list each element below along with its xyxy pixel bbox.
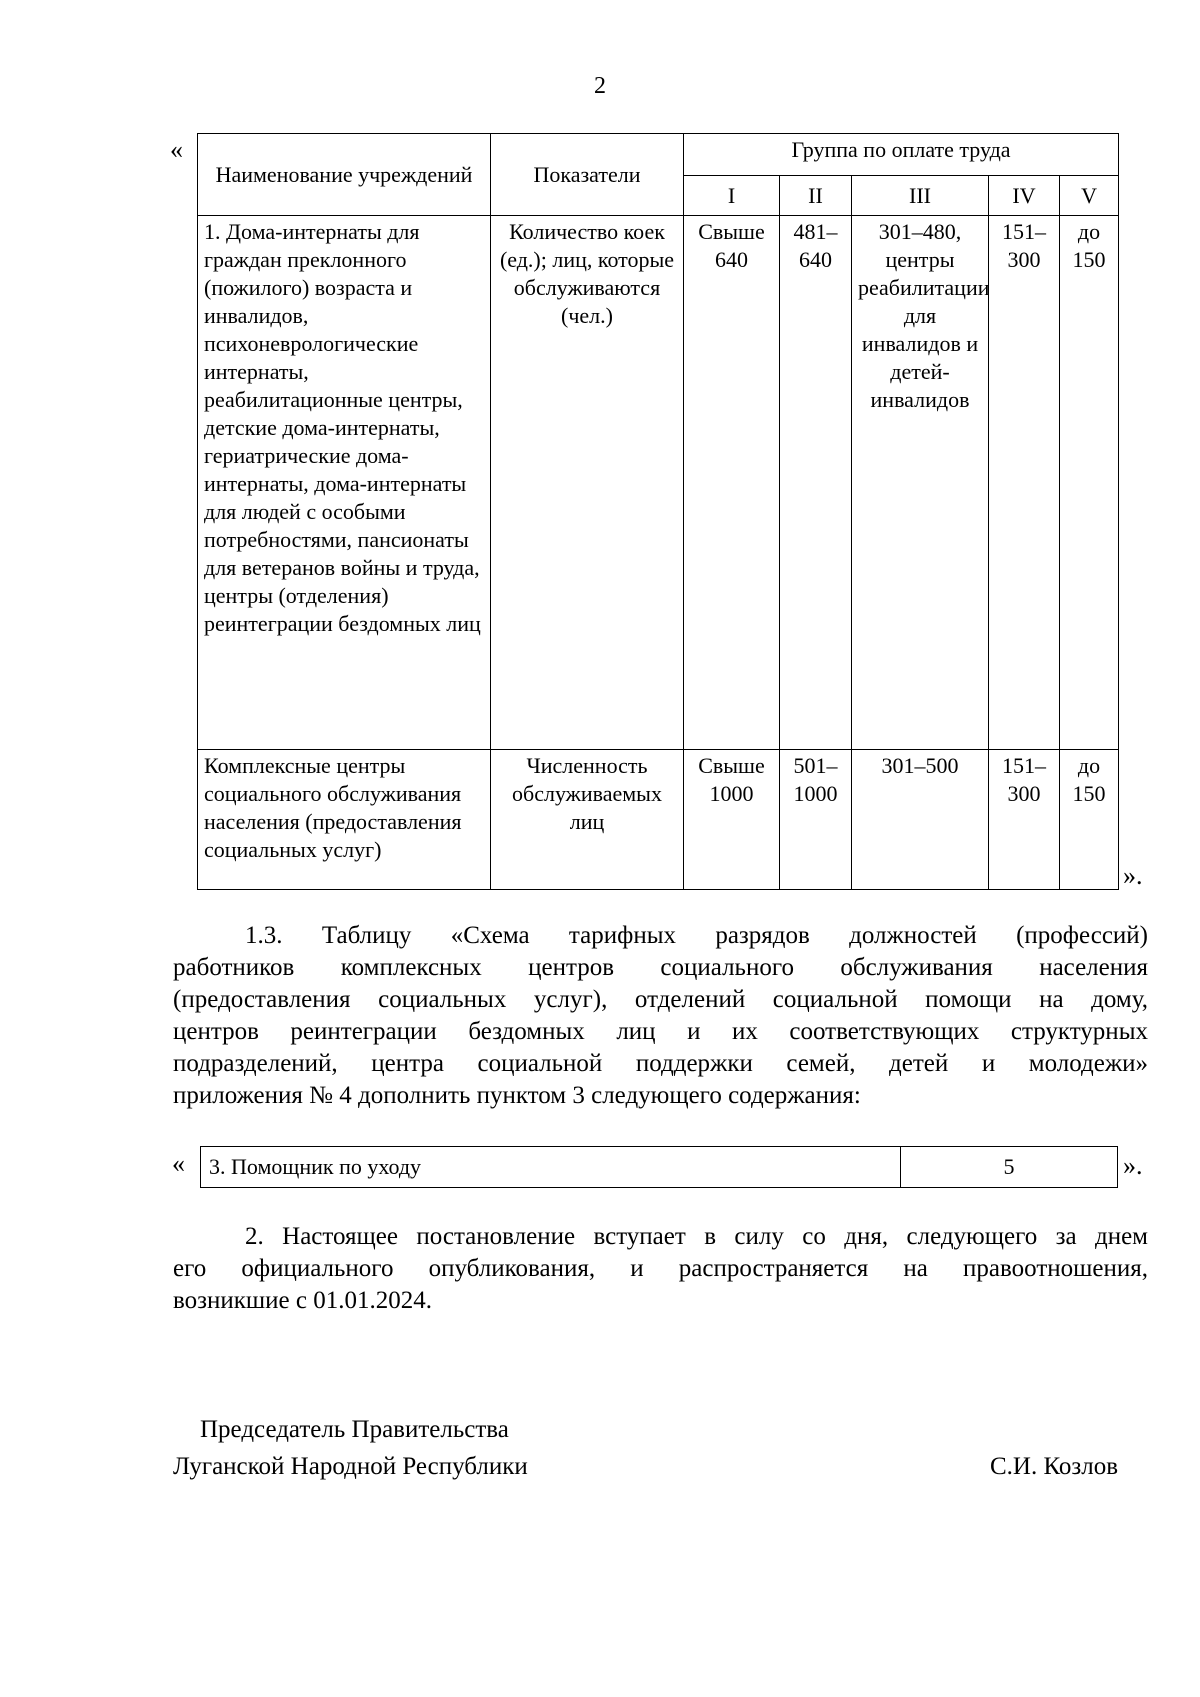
row-1-indicator: Количество коек (ед.); лиц, которые обслуживаются (чел.) xyxy=(491,216,684,750)
header-group: Группа по оплате труда xyxy=(684,134,1119,176)
header-group-3: III xyxy=(852,176,989,216)
paragraph-line: его официального опубликования, и распространяется на правоотношения, xyxy=(173,1255,1148,1282)
row-2-indicator: Численность обслуживаемых лиц xyxy=(491,750,684,890)
paragraph-line: 2. Настоящее постановление вступает в силу со дня, следующего за днем xyxy=(245,1223,1148,1250)
row-1-name: 1. Дома-интернаты для граждан преклонного (пожилого) возраста и инвалидов, психоневрологические интернаты, реабилитационные центры, детские дома-интернаты, гериатрические дома-интернаты, дома-интернаты для людей с особыми потребностями, пансионаты для ветеранов войны и труда, центры (отделения) реинтеграции бездомных лиц xyxy=(198,216,491,750)
row-1-group-4: 151–300 xyxy=(989,216,1060,750)
paragraph-line: приложения № 4 дополнить пунктом 3 следующего содержания: xyxy=(173,1082,861,1109)
header-group-4: IV xyxy=(989,176,1060,216)
signature-position-line2: Луганской Народной Республики xyxy=(173,1453,528,1480)
paragraph-line: работников комплексных центров социального обслуживания населения xyxy=(173,954,1148,981)
header-group-5: V xyxy=(1060,176,1119,216)
table-row xyxy=(198,216,1119,750)
close-quote: ». xyxy=(1123,1151,1143,1180)
row-2-group-2: 501–1000 xyxy=(780,750,852,890)
tariff-item: 3. Помощник по уходу xyxy=(201,1147,901,1188)
open-quote: « xyxy=(170,135,183,164)
row-2-group-5: до 150 xyxy=(1060,750,1119,890)
paragraph-line: возникшие с 01.01.2024. xyxy=(173,1287,432,1314)
row-2-group-4: 151–300 xyxy=(989,750,1060,890)
row-2-group-1: Свыше 1000 xyxy=(684,750,780,890)
pay-group-table xyxy=(197,133,1119,890)
header-name: Наименование учреждений xyxy=(198,134,491,216)
paragraph-line: (предоставления социальных услуг), отделений социальной помощи на дому, xyxy=(173,986,1148,1013)
paragraph-line: подразделений, центра социальной поддержки семей, детей и молодежи» xyxy=(173,1050,1148,1077)
paragraph-1-3 xyxy=(173,920,1148,1112)
row-2-name: Комплексные центры социального обслуживания населения (предоставления социальных услуг) xyxy=(198,750,491,890)
header-group-1: I xyxy=(684,176,780,216)
page-number: 2 xyxy=(594,73,606,99)
row-1-group-5: до 150 xyxy=(1060,216,1119,750)
paragraph-line: 1.3. Таблицу «Схема тарифных разрядов должностей (профессий) xyxy=(245,922,1148,949)
paragraph-line: центров реинтеграции бездомных лиц и их соответствующих структурных xyxy=(173,1018,1148,1045)
row-1-group-2: 481–640 xyxy=(780,216,852,750)
row-1-group-1: Свыше 640 xyxy=(684,216,780,750)
header-group-2: II xyxy=(780,176,852,216)
tariff-table xyxy=(200,1146,1118,1188)
close-quote: ». xyxy=(1123,861,1143,890)
open-quote: « xyxy=(172,1149,185,1178)
paragraph-2 xyxy=(173,1221,1148,1317)
signature-name: С.И. Козлов xyxy=(990,1453,1119,1480)
tariff-value: 5 xyxy=(901,1147,1118,1188)
signature-position-line1: Председатель Правительства xyxy=(200,1416,509,1443)
table-row xyxy=(198,750,1119,890)
row-2-group-3: 301–500 xyxy=(852,750,989,890)
header-indicators: Показатели xyxy=(491,134,684,216)
row-1-group-3: 301–480, центры реабилитации для инвалидов и детей-инвалидов xyxy=(852,216,989,750)
